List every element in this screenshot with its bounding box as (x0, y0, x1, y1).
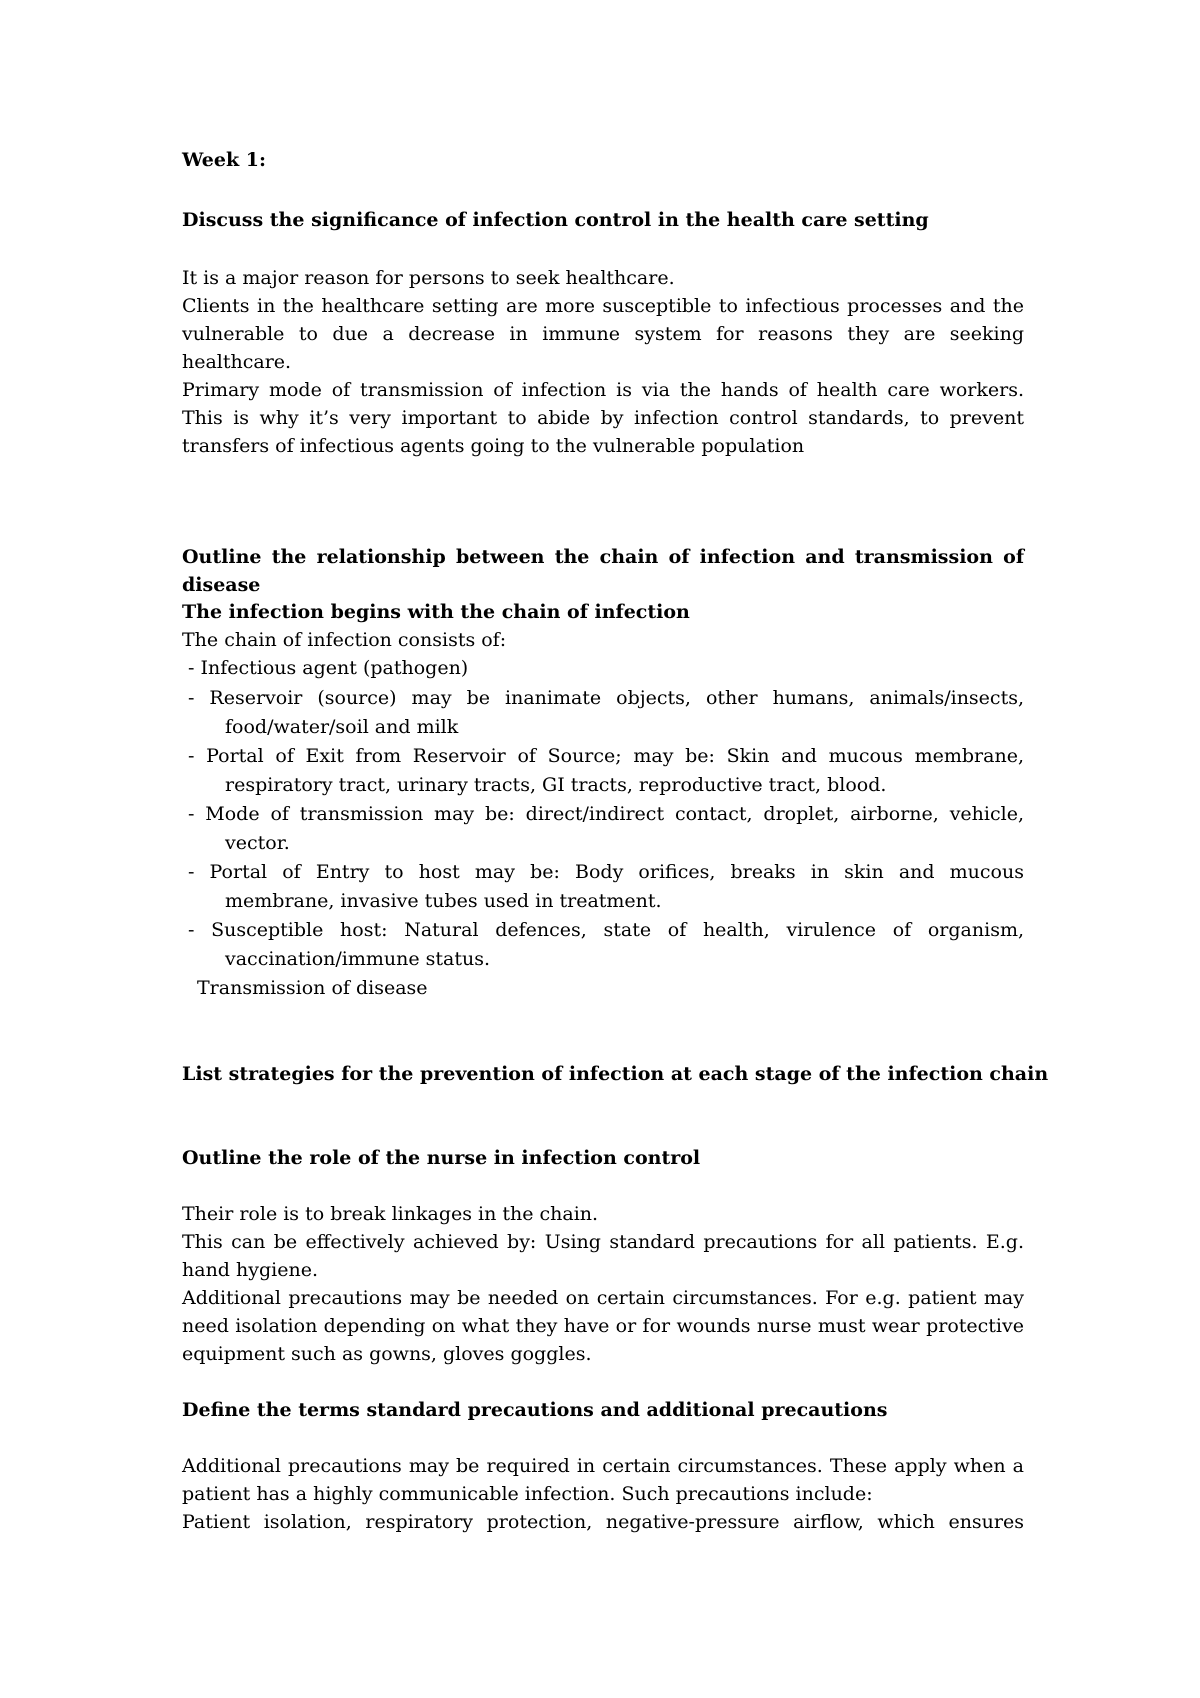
paragraph-line: equipment such as gowns, gloves goggles. (182, 1343, 592, 1365)
paragraph-line: Additional precautions may be required in certain circumstances. These apply when a (182, 1455, 1024, 1477)
chain-list-item: - Reservoir (source) may be inanimate objects, other humans, animals/insects, (188, 687, 1024, 709)
section-heading-chain-relationship: Outline the relationship between the chain of infection and transmission of (182, 546, 1024, 568)
chain-intro: The chain of infection consists of: (182, 629, 507, 651)
document-page (182, 0, 1049, 1698)
chain-list-item-cont: membrane, invasive tubes used in treatment. (225, 890, 662, 912)
paragraph-line: patient has a highly communicable infection. Such precautions include: (182, 1483, 873, 1505)
chain-list-item-cont: vector. (225, 832, 290, 854)
paragraph-line: vulnerable to due a decrease in immune system for reasons they are seeking (182, 323, 1024, 345)
paragraph-line: This can be effectively achieved by: Using standard precautions for all patients. E.g. (182, 1231, 1024, 1253)
paragraph-line: transfers of infectious agents going to the vulnerable population (182, 435, 805, 457)
paragraph-line: Clients in the healthcare setting are more susceptible to infectious processes and the (182, 295, 1024, 317)
chain-list-item: - Mode of transmission may be: direct/indirect contact, droplet, airborne, vehicle, (188, 803, 1024, 825)
chain-list-item: - Portal of Entry to host may be: Body orifices, breaks in skin and mucous (188, 861, 1024, 883)
transmission-of-disease: Transmission of disease (197, 977, 428, 999)
section-heading-significance: Discuss the significance of infection control in the health care setting (182, 209, 929, 231)
chain-list-item: - Susceptible host: Natural defences, state of health, virulence of organism, (188, 919, 1024, 941)
paragraph-line: Patient isolation, respiratory protection, negative-pressure airflow, which ensures (182, 1511, 1024, 1533)
chain-list-item-cont: vaccination/immune status. (225, 948, 491, 970)
subheading-chain-begins: The infection begins with the chain of infection (182, 601, 690, 623)
paragraph-line: need isolation depending on what they have or for wounds nurse must wear protective (182, 1315, 1024, 1337)
paragraph-line: hand hygiene. (182, 1259, 318, 1281)
paragraph-line: Their role is to break linkages in the chain. (182, 1203, 599, 1225)
paragraph-line: healthcare. (182, 351, 292, 373)
section-heading-precautions-definitions: Define the terms standard precautions and additional precautions (182, 1399, 888, 1421)
paragraph-line: Additional precautions may be needed on certain circumstances. For e.g. patient may (182, 1287, 1024, 1309)
section-heading-nurse-role: Outline the role of the nurse in infection control (182, 1147, 701, 1169)
chain-list-item: - Infectious agent (pathogen) (188, 657, 469, 679)
paragraph-line: Primary mode of transmission of infection is via the hands of health care workers. (182, 379, 1024, 401)
paragraph-line: This is why it’s very important to abide by infection control standards, to prevent (182, 407, 1024, 429)
chain-list-item: - Portal of Exit from Reservoir of Source; may be: Skin and mucous membrane, (188, 745, 1024, 767)
section-heading-chain-relationship-cont: disease (182, 574, 261, 596)
chain-list-item-cont: respiratory tract, urinary tracts, GI tracts, reproductive tract, blood. (225, 774, 887, 796)
section-heading-prevention-strategies: List strategies for the prevention of infection at each stage of the infection chain (182, 1063, 1049, 1085)
week-heading: Week 1: (182, 149, 266, 171)
chain-list-item-cont: food/water/soil and milk (225, 716, 459, 738)
paragraph-line: It is a major reason for persons to seek healthcare. (182, 267, 675, 289)
